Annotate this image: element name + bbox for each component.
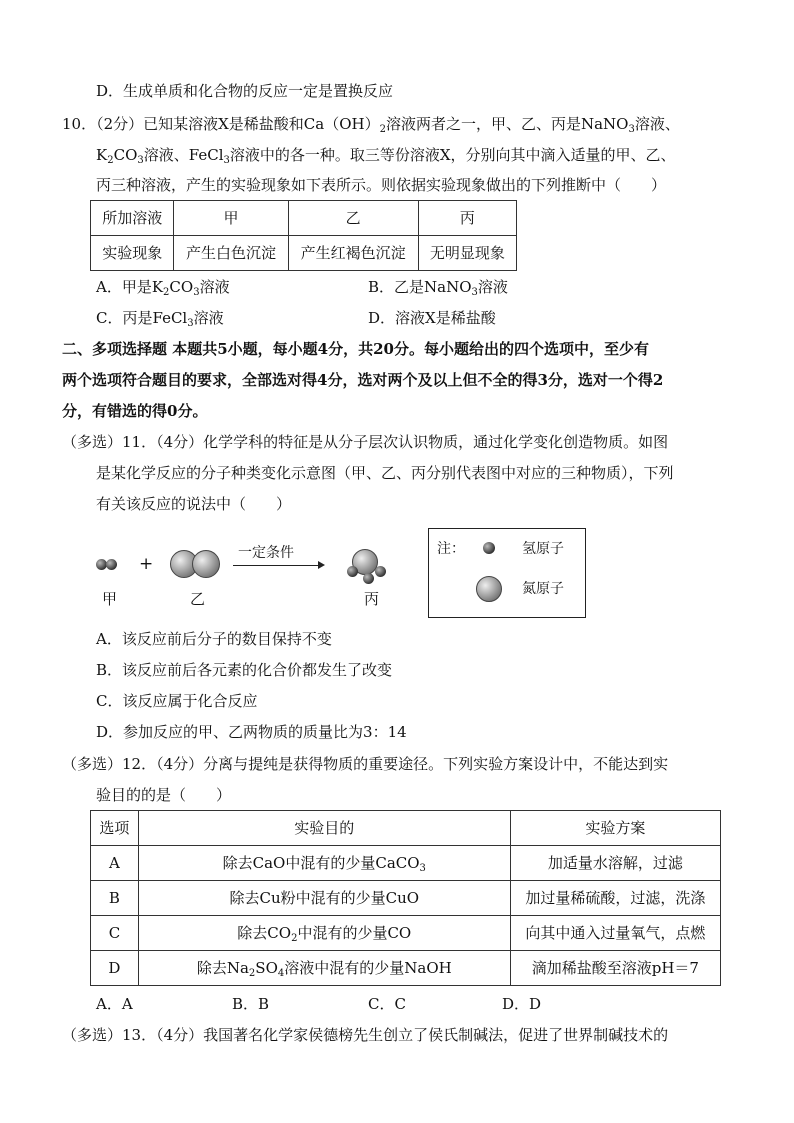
q10-stem-line3: 丙三种溶液，产生的实验现象如下表所示。则依据实验现象做出的下列推断中（ ）: [96, 176, 667, 194]
nitrogen-atom-icon: [192, 550, 220, 578]
arrow-head-icon: [318, 561, 325, 569]
q11-stem-line2: 是某化学反应的分子种类变化示意图（甲、乙、丙分别代表图中对应的三种物质），下列: [96, 464, 674, 482]
q9-option-d: D．生成单质和化合物的反应一定是置换反应: [96, 82, 394, 100]
hydrogen-atom-icon: [106, 559, 117, 570]
plus-sign: +: [139, 554, 154, 574]
q12-table: [90, 810, 721, 986]
table-row: [91, 846, 721, 881]
q11-stem-line1: （多选）11．（4分）化学学科的特征是从分子层次认识物质，通过化学变化创造物质。如图: [62, 433, 669, 451]
q12-option-d: D．D: [502, 995, 542, 1013]
q10-option-b: B．乙是NaNO$_3$溶液: [368, 278, 508, 298]
q12-table-cell: 滴加稀盐酸至溶液pH＝7: [510, 951, 720, 986]
q10-table-cell: 产生红褐色沉淀: [288, 236, 418, 271]
q11-option-c: C．该反应属于化合反应: [96, 692, 258, 710]
q11-option-d: D．参加反应的甲、乙两物质的质量比为3：14: [96, 723, 407, 741]
q12-stem-line1: （多选）12．（4分）分离与提纯是获得物质的重要途径。下列实验方案设计中，不能达到实: [62, 755, 669, 773]
legend-nitrogen-label: 氮原子: [522, 581, 564, 597]
q10-option-c: C．丙是FeCl$_3$溶液: [96, 309, 224, 329]
q10-option-a: A．甲是$K_2CO_3$溶液: [96, 278, 230, 298]
q12-table-cell: 加适量水溶解，过滤: [510, 846, 720, 881]
q10-table-header: 乙: [288, 201, 418, 236]
q12-table-cell: 加过量稀硫酸，过滤，洗涤: [510, 881, 720, 916]
label-yi: 乙: [190, 590, 206, 608]
q10-option-d: D．溶液X是稀盐酸: [368, 309, 496, 327]
hydrogen-atom-icon: [347, 566, 358, 577]
q12-table-header: 实验目的: [138, 811, 510, 846]
q10-table: [90, 200, 517, 271]
section2-line1: 二、多项选择题 本题共5小题，每小题4分，共20分。每小题给出的四个选项中，至少有: [62, 340, 649, 358]
hydrogen-atom-icon: [483, 542, 495, 554]
label-jia: 甲: [102, 590, 118, 608]
q10-stem-line1: 10．（2分）已知某溶液X是稀盐酸和$Ca(OH)_2$溶液两者之一，甲、乙、丙是NaNO$_3$溶液、: [62, 115, 680, 135]
q12-option-c: C．C: [368, 995, 406, 1013]
q11-stem-line3: 有关该反应的说法中（ ）: [96, 495, 292, 513]
q10-table-cell: 实验现象: [91, 236, 174, 271]
q10-table-header: 所加溶液: [91, 201, 174, 236]
q10-stem-line2: $K_2CO_3$溶液、FeCl$_3$溶液中的各一种。取三等份溶液X，分别向其中滴入适量的甲、乙、: [96, 146, 676, 166]
q12-table-header: 实验方案: [510, 811, 720, 846]
hydrogen-atom-icon: [363, 573, 374, 584]
q12-table-cell: C: [91, 916, 139, 951]
section2-line2: 两个选项符合题目的要求，全部选对得4分，选对两个及以上但不全的得3分，选对一个得2: [62, 371, 664, 389]
q11-option-a: A．该反应前后分子的数目保持不变: [96, 630, 332, 648]
q10-table-header: 甲: [174, 201, 288, 236]
nitrogen-atom-icon: [476, 576, 502, 602]
q12-table-cell: A: [91, 846, 139, 881]
q12-table-header: 选项: [91, 811, 139, 846]
q10-table-cell: 无明显现象: [418, 236, 516, 271]
legend-note: 注：: [437, 541, 465, 557]
q12-table-cell: B: [91, 881, 139, 916]
legend-hydrogen-label: 氢原子: [522, 541, 564, 557]
label-bing: 丙: [364, 590, 380, 608]
reaction-arrow-line: [233, 565, 319, 566]
q12-table-cell: 除去Cu粉中混有的少量CuO: [138, 881, 510, 916]
q12-stem-line2: 验目的的是（ ）: [96, 786, 232, 804]
hydrogen-atom-icon: [375, 566, 386, 577]
q10-table-cell: 产生白色沉淀: [174, 236, 288, 271]
reaction-condition: 一定条件: [238, 545, 294, 561]
q12-table-cell: 除去$CO_2$中混有的少量CO: [138, 916, 510, 951]
table-row: [91, 881, 721, 916]
q12-table-cell: D: [91, 951, 139, 986]
section2-line3: 分，有错选的得0分。: [62, 402, 208, 420]
q13-stem-line1: （多选）13．（4分）我国著名化学家侯德榜先生创立了侯氏制碱法，促进了世界制碱技术的: [62, 1026, 669, 1044]
q12-table-cell: 除去$Na_2SO_4$溶液中混有的少量NaOH: [138, 951, 510, 986]
q12-table-cell: 向其中通入过量氧气，点燃: [510, 916, 720, 951]
q11-option-b: B．该反应前后各元素的化合价都发生了改变: [96, 661, 393, 679]
table-row: [91, 916, 721, 951]
table-row: [91, 951, 721, 986]
q12-option-b: B．B: [232, 995, 270, 1013]
q12-option-a: A．A: [96, 995, 133, 1013]
q12-table-cell: 除去CaO中混有的少量CaCO$_3$: [138, 846, 510, 881]
q10-table-header: 丙: [418, 201, 516, 236]
